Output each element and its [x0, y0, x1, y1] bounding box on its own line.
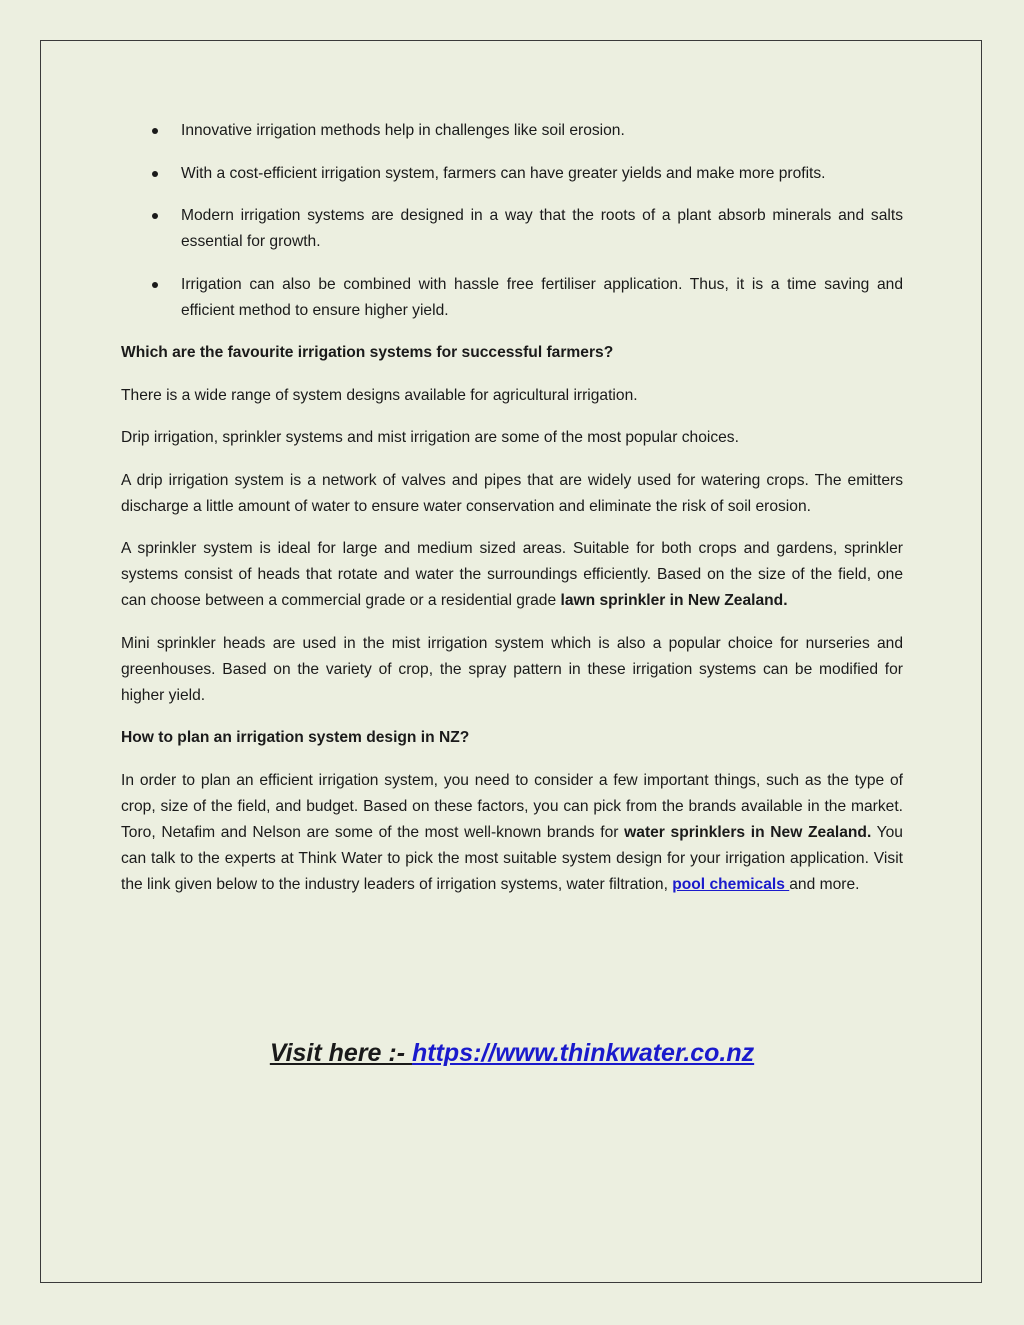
- list-item-text: Modern irrigation systems are designed in a way that the roots of a plant absorb minerals and salts essential for growth.: [181, 207, 903, 250]
- bold-keyword: lawn sprinkler in New Zealand.: [560, 592, 788, 609]
- bullet-icon: [152, 171, 158, 177]
- paragraph-text: You can talk to the experts at Think Water to pick the most suitable system design for your irrigation application. Visit the link given below to the industry leaders of irrigation systems, water filtration,: [121, 823, 903, 893]
- list-item-text: Innovative irrigation methods help in challenges like soil erosion.: [181, 122, 625, 139]
- website-link[interactable]: https://www.thinkwater.co.nz: [412, 1039, 755, 1067]
- list-item: [121, 161, 903, 187]
- paragraph-range-of-designs: There is a wide range of system designs available for agricultural irrigation.: [121, 386, 638, 404]
- list-item: [121, 272, 903, 324]
- visit-label: Visit here :-: [269, 1039, 412, 1067]
- paragraph-drip-irrigation: A drip irrigation system is a network of valves and pipes that are widely used for watering crops. The emitters discharge a little amount of water to ensure water conservation and eliminate the risk of soil erosion.: [121, 471, 903, 515]
- list-item: [121, 118, 903, 144]
- paragraph-text: and more.: [789, 875, 860, 893]
- visit-line: [0, 1036, 1024, 1070]
- section-heading-plan-design: How to plan an irrigation system design in NZ?: [121, 729, 470, 746]
- bold-keyword: water sprinklers in New Zealand.: [624, 823, 872, 841]
- paragraph-text: A sprinkler system is ideal for large and medium sized areas. Suitable for both crops and gardens, sprinkler systems consist of heads that rotate and water the surroundings efficiently. Based on the size of the field, one can choose between a commercial grade or a residential grade: [121, 540, 903, 609]
- paragraph-plan-system: [121, 768, 903, 898]
- paragraph-text: In order to plan an efficient irrigation system, you need to consider a few important things, such as the type of crop, size of the field, and budget. Based on these factors, you can pick from the brands available in the market. Toro, Netafim and Nelson are some of the most well-known brands for: [121, 771, 903, 841]
- paragraph-sprinkler-system: [121, 536, 903, 614]
- list-item: [121, 203, 903, 255]
- bullet-icon: [152, 128, 158, 134]
- document-body: [121, 118, 903, 914]
- benefits-list: [121, 118, 903, 324]
- bullet-icon: [152, 213, 158, 219]
- list-item-text: Irrigation can also be combined with hassle free fertiliser application. Thus, it is a time saving and efficient method to ensure higher yield.: [181, 275, 903, 319]
- paragraph-popular-choices: Drip irrigation, sprinkler systems and mist irrigation are some of the most popular choices.: [121, 429, 739, 446]
- bullet-icon: [152, 282, 158, 288]
- paragraph-mist-irrigation: Mini sprinkler heads are used in the mist irrigation system which is also a popular choice for nurseries and greenhouses. Based on the variety of crop, the spray pattern in these irrigation systems can be modified for higher yield.: [121, 634, 903, 704]
- list-item-text: With a cost-efficient irrigation system, farmers can have greater yields and make more profits.: [181, 164, 826, 182]
- pool-chemicals-link[interactable]: pool chemicals: [672, 875, 790, 893]
- section-heading-favourite-systems: Which are the favourite irrigation systems for successful farmers?: [121, 344, 614, 361]
